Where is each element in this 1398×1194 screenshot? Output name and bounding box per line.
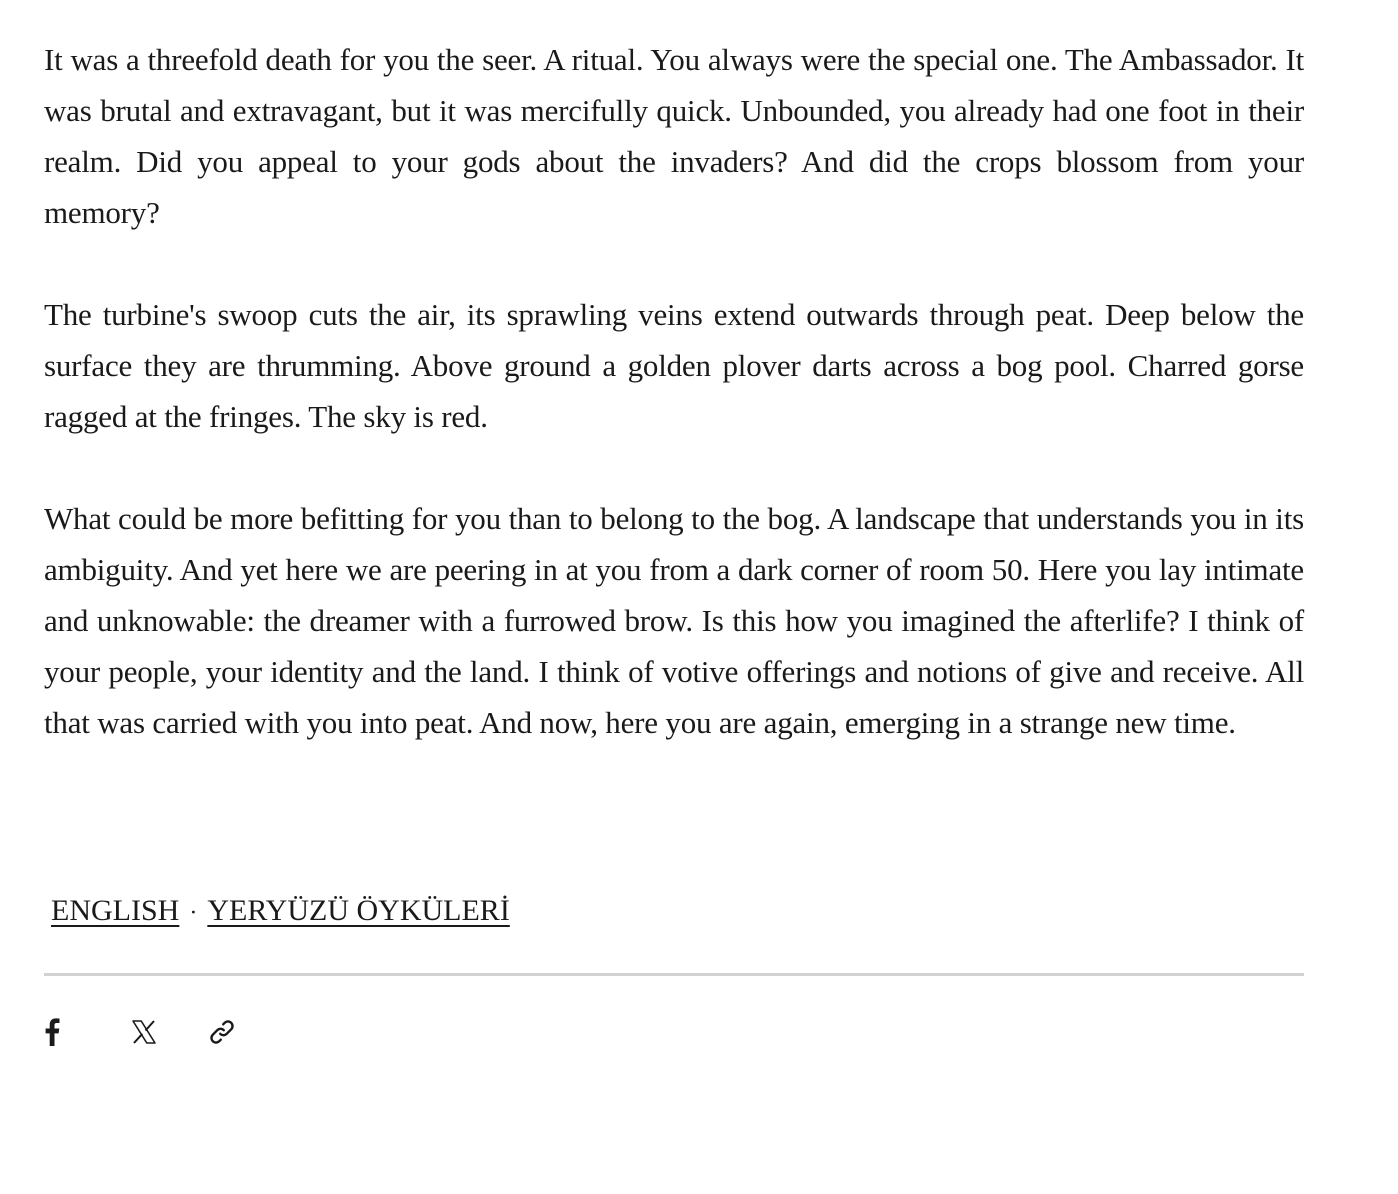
share-facebook-button[interactable] bbox=[44, 1012, 78, 1052]
x-icon bbox=[131, 1019, 157, 1045]
share-x-button[interactable] bbox=[126, 1012, 162, 1052]
tag-list bbox=[51, 889, 510, 935]
link-icon bbox=[208, 1018, 236, 1046]
share-bar bbox=[44, 1012, 240, 1052]
facebook-icon bbox=[44, 1018, 60, 1046]
tag-separator: · bbox=[189, 900, 198, 926]
article-paragraph: It was a threefold death for you the seer. A ritual. You always were the special one. The Ambassador. It was brutal and extravagant, but it was mercifully quick. Unbounded, you already had one foot in their realm. Did you appeal to your gods about the invaders? And did the crops blossom from your memory? bbox=[44, 42, 1304, 230]
share-link-button[interactable] bbox=[204, 1012, 240, 1052]
tag-link-english[interactable]: ENGLISH bbox=[51, 894, 180, 927]
article-body bbox=[44, 34, 1304, 799]
article-paragraph: What could be more befitting for you than to belong to the bog. A landscape that understands you in its ambiguity. And yet here we are peering in at you from a dark corner of room 50. Here you lay intimate and unknowable: the dreamer with a furrowed brow. Is this how you imagined the afterlife? I think of your people, your identity and the land. I think of votive offerings and notions of give and receive. All that was carried with you into peat. And now, here you are again, emerging in a strange new time. bbox=[44, 501, 1304, 740]
divider bbox=[44, 973, 1304, 976]
article-paragraph: The turbine's swoop cuts the air, its sprawling veins extend outwards through peat. Deep below the surface they are thrumming. Above ground a golden plover darts across a bog pool. Charred gorse ragged at the fringes. The sky is red. bbox=[44, 297, 1304, 434]
tag-link-yeryuzu-oykuleri[interactable]: YERYÜZÜ ÖYKÜLERİ bbox=[207, 894, 510, 927]
